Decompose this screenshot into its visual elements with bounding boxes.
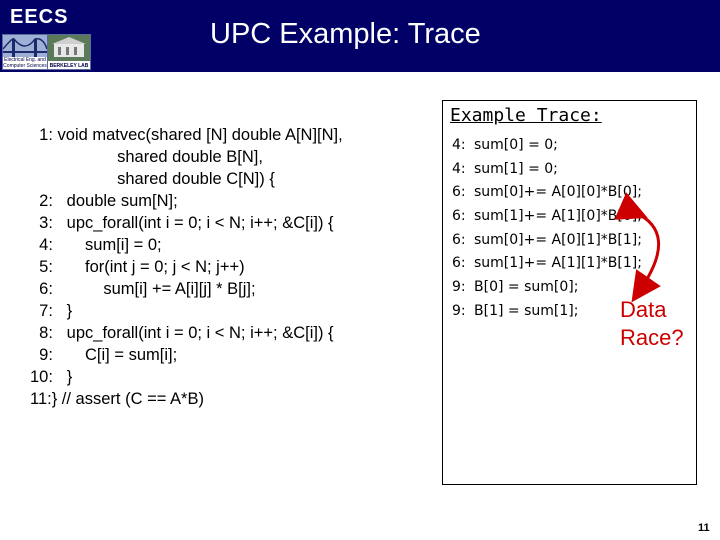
trace-line-number: 6: — [452, 208, 466, 225]
trace-line-number: 4: — [452, 137, 466, 153]
code-line: 8: upc_forall(int i = 0; i < N; i++; &C[i]) { — [30, 324, 334, 342]
trace-statement: sum[0]+= A[0][0]*B[0]; — [474, 184, 642, 201]
code-line: 11:} // assert (C == A*B) — [30, 390, 204, 408]
trace-line-number: 9: — [452, 279, 466, 296]
code-line: 2: double sum[N]; — [30, 192, 178, 210]
code-line: 9: C[i] = sum[i]; — [30, 346, 178, 364]
code-line: 10: } — [30, 368, 73, 386]
code-line: 3: upc_forall(int i = 0; i < N; i++; &C[i]) { — [30, 214, 334, 232]
trace-statement: sum[1] = 0; — [474, 160, 558, 177]
trace-line-number: 6: — [452, 184, 466, 201]
trace-statement: B[0] = sum[0]; — [474, 279, 579, 296]
data-race-line1: Data — [620, 297, 667, 322]
trace-statement: sum[0] = 0; — [474, 137, 558, 153]
eecs-brand: EECS — [10, 6, 69, 28]
trace-line-number: 9: — [452, 302, 466, 319]
page-number: 11 — [698, 522, 710, 534]
code-line: shared double C[N]) { — [30, 170, 275, 188]
data-race-label — [620, 296, 684, 352]
slide-title: UPC Example: Trace — [210, 18, 481, 50]
trace-statement: sum[0]+= A[0][1]*B[1]; — [474, 231, 642, 248]
logo-right-caption: BERKELEY LAB — [49, 63, 89, 69]
code-line: shared double B[N], — [30, 148, 263, 166]
code-line: 7: } — [30, 302, 73, 320]
trace-line-number: 6: — [452, 255, 466, 272]
code-line: 5: for(int j = 0; j < N; j++) — [30, 258, 245, 276]
code-line: 6: sum[i] += A[i][j] * B[j]; — [30, 280, 256, 298]
trace-line-number: 6: — [452, 231, 466, 248]
data-race-line2: Race? — [620, 325, 684, 350]
code-line: 1: void matvec(shared [N] double A[N][N], — [30, 126, 343, 144]
trace-statement: sum[1]+= A[1][1]*B[1]; — [474, 255, 642, 272]
trace-line-number: 4: — [452, 160, 466, 177]
trace-statement: B[1] = sum[1]; — [474, 302, 579, 319]
trace-statement: sum[1]+= A[1][0]*B[0]; — [474, 208, 642, 225]
logo-left-caption: Electrical Eng. and Computer Sciences — [3, 57, 47, 69]
trace-title: Example Trace: — [450, 105, 602, 126]
code-line: 4: sum[i] = 0; — [30, 236, 162, 254]
